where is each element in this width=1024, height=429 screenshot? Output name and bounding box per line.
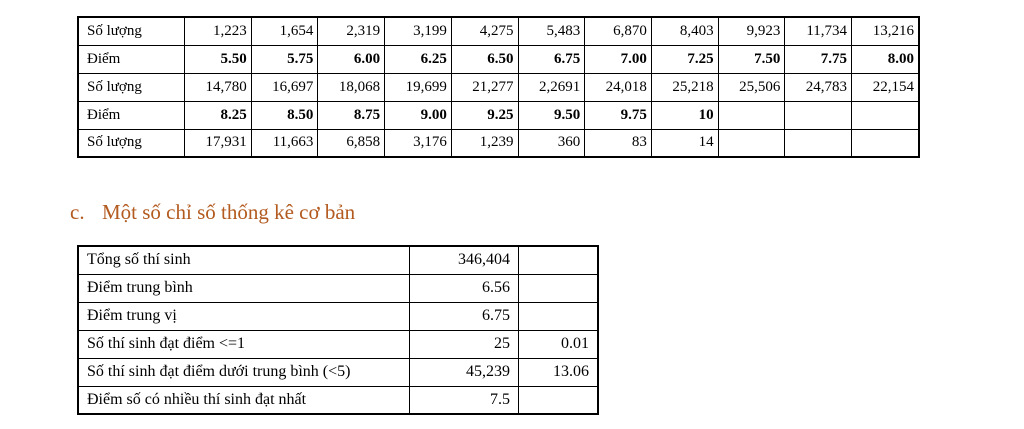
count-row	[78, 17, 919, 45]
row-label: Điểm	[78, 101, 185, 129]
table-cell: 1,654	[251, 17, 318, 45]
stat-row	[78, 302, 598, 330]
table-cell	[852, 129, 919, 157]
table-cell: 16,697	[251, 73, 318, 101]
table-cell: 5.50	[185, 45, 252, 73]
table-cell: 9,923	[718, 17, 785, 45]
stat-value: 6.75	[410, 302, 519, 330]
table-cell: 19,699	[385, 73, 452, 101]
stat-row	[78, 246, 598, 274]
table-cell: 13,216	[852, 17, 919, 45]
table-cell: 6.75	[518, 45, 585, 73]
table-cell: 14	[651, 129, 718, 157]
table-cell: 7.25	[651, 45, 718, 73]
table-cell: 8.50	[251, 101, 318, 129]
table-cell: 25,506	[718, 73, 785, 101]
table-cell: 18,068	[318, 73, 385, 101]
stat-percent	[519, 302, 599, 330]
table-cell: 17,931	[185, 129, 252, 157]
table-cell: 8.75	[318, 101, 385, 129]
table-cell	[785, 101, 852, 129]
table-cell: 6,858	[318, 129, 385, 157]
table-cell: 6.00	[318, 45, 385, 73]
table-cell: 6.25	[385, 45, 452, 73]
stat-label: Số thí sinh đạt điểm <=1	[78, 330, 410, 358]
stat-value: 7.5	[410, 386, 519, 414]
table-cell	[785, 129, 852, 157]
table-cell: 8.25	[185, 101, 252, 129]
table-cell: 9.25	[451, 101, 518, 129]
table-cell: 1,239	[451, 129, 518, 157]
stat-percent	[519, 246, 599, 274]
table-cell: 7.00	[585, 45, 652, 73]
stat-label: Điểm trung vị	[78, 302, 410, 330]
table-cell: 5.75	[251, 45, 318, 73]
section-marker: c.	[70, 200, 85, 224]
row-label: Số lượng	[78, 129, 185, 157]
stat-percent: 0.01	[519, 330, 599, 358]
stat-value: 6.56	[410, 274, 519, 302]
table-cell: 2,319	[318, 17, 385, 45]
table-cell: 11,663	[251, 129, 318, 157]
stat-row	[78, 274, 598, 302]
stat-label: Điểm trung bình	[78, 274, 410, 302]
table-cell: 9.75	[585, 101, 652, 129]
stat-label: Tổng số thí sinh	[78, 246, 410, 274]
table-cell: 5,483	[518, 17, 585, 45]
table-cell: 7.75	[785, 45, 852, 73]
table-cell: 21,277	[451, 73, 518, 101]
stat-label: Điểm số có nhiều thí sinh đạt nhất	[78, 386, 410, 414]
table-cell: 14,780	[185, 73, 252, 101]
table-cell: 360	[518, 129, 585, 157]
score-row	[78, 45, 919, 73]
row-label: Số lượng	[78, 73, 185, 101]
stat-row	[78, 330, 598, 358]
table-cell: 11,734	[785, 17, 852, 45]
score-distribution-table	[77, 16, 920, 158]
row-label: Điểm	[78, 45, 185, 73]
stat-value: 25	[410, 330, 519, 358]
score-distribution-body	[78, 17, 919, 157]
stat-percent	[519, 386, 599, 414]
stat-value: 346,404	[410, 246, 519, 274]
table-cell: 9.50	[518, 101, 585, 129]
table-cell	[852, 101, 919, 129]
count-row	[78, 129, 919, 157]
count-row	[78, 73, 919, 101]
score-row	[78, 101, 919, 129]
table-cell: 1,223	[185, 17, 252, 45]
table-cell: 6.50	[451, 45, 518, 73]
stat-percent: 13.06	[519, 358, 599, 386]
table-cell: 7.50	[718, 45, 785, 73]
table-cell: 2,2691	[518, 73, 585, 101]
table-cell: 24,783	[785, 73, 852, 101]
table-cell: 3,199	[385, 17, 452, 45]
table-cell: 83	[585, 129, 652, 157]
table-cell: 25,218	[651, 73, 718, 101]
stat-percent	[519, 274, 599, 302]
table-cell: 24,018	[585, 73, 652, 101]
stat-row	[78, 358, 598, 386]
table-cell: 22,154	[852, 73, 919, 101]
table-cell: 3,176	[385, 129, 452, 157]
table-cell: 9.00	[385, 101, 452, 129]
stat-value: 45,239	[410, 358, 519, 386]
stat-label: Số thí sinh đạt điểm dưới trung bình (<5)	[78, 358, 410, 386]
table-cell: 4,275	[451, 17, 518, 45]
table-cell	[718, 129, 785, 157]
stat-row	[78, 386, 598, 414]
row-label: Số lượng	[78, 17, 185, 45]
statistics-body	[78, 246, 598, 414]
table-cell: 10	[651, 101, 718, 129]
section-heading	[70, 200, 355, 225]
table-cell	[718, 101, 785, 129]
statistics-table	[77, 245, 599, 415]
table-cell: 6,870	[585, 17, 652, 45]
section-title: Một số chỉ số thống kê cơ bản	[102, 200, 356, 224]
table-cell: 8,403	[651, 17, 718, 45]
table-cell: 8.00	[852, 45, 919, 73]
